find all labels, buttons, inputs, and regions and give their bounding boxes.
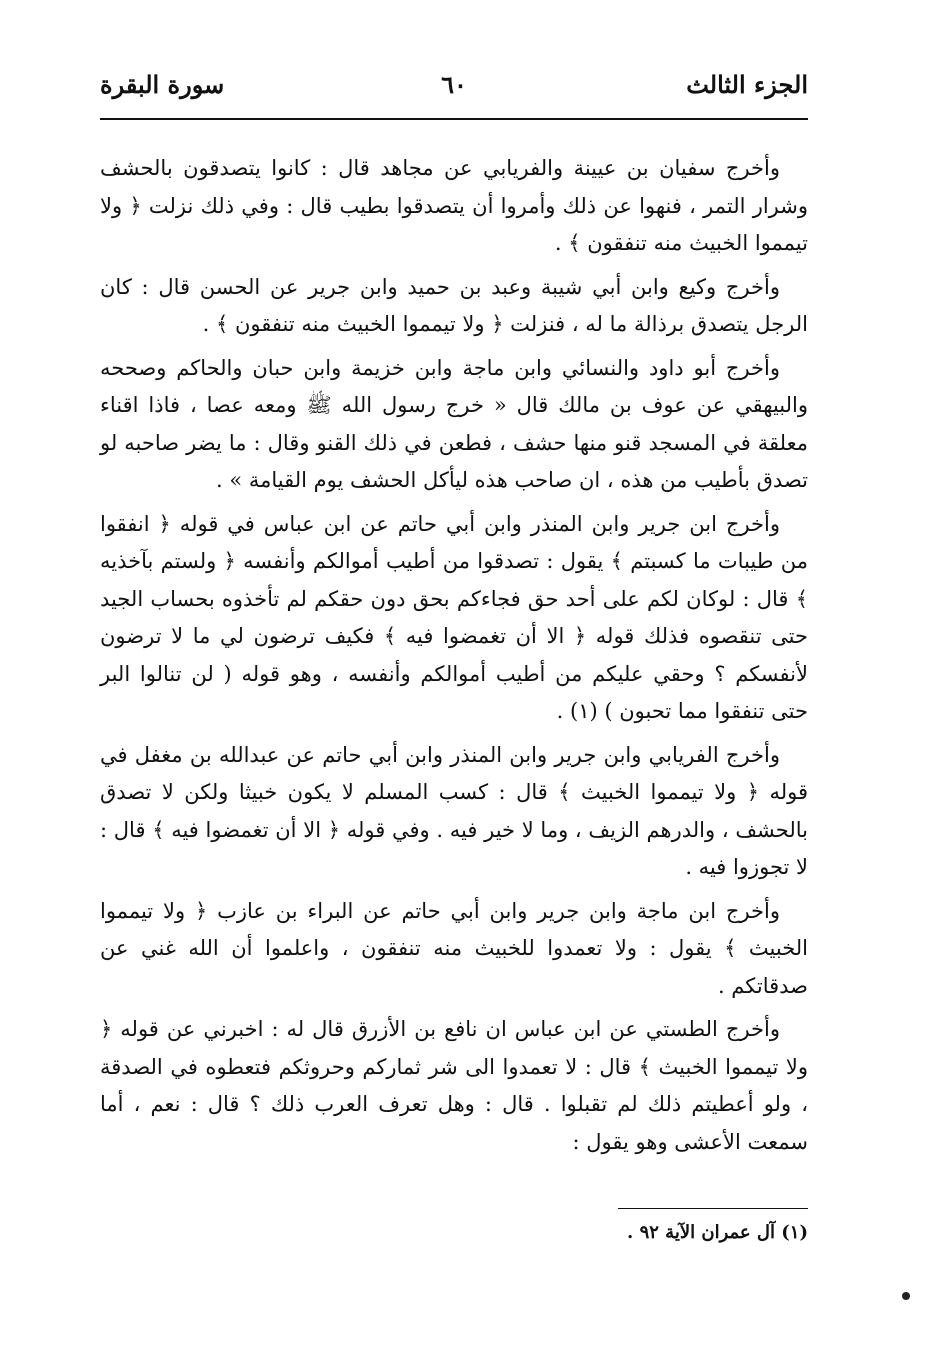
paragraph: وأخرج أبو داود والنسائي وابن ماجة وابن خزيمة وابن حبان والحاكم وصححه والبيهقي عن عوف بن مالك قال « خرج رسول الله ﷺ ومعه عصا ، فاذا اقناء معلقة في المسجد قنو منها حشف ، فطعن في ذلك القنو وقال : ما يضر صاحبه لو تصدق بأطيب من هذه ، ان صاحب هذه ليأكل الحشف يوم القيامة » .	[100, 355, 808, 492]
page-mark	[902, 1292, 910, 1300]
page-number: ٦٠	[441, 70, 467, 99]
document-page	[100, 60, 808, 1330]
paragraph: وأخرج ابن ماجة وابن جرير وابن أبي حاتم عن البراء بن عازب ﴿ ولا تيمموا الخبيث ﴾ يقول : ولا تعمدوا للخبيث منه تنفقون ، واعلموا أن الله غني عن صدقاتكم .	[100, 898, 808, 998]
footnote-rule	[618, 1208, 808, 1209]
paragraph: وأخرج الفريابي وابن جرير وابن المنذر وابن أبي حاتم عن عبدالله بن مغفل في قوله ﴿ ولا تيمموا الخبيث ﴾ قال : كسب المسلم لا يكون خبيثا ولكن لا تصدق بالحشف ، والدرهم الزيف ، وما لا خير فيه . وفي قوله ﴿ الا أن تغمضوا فيه ﴾ قال : لا تجوزوا فيه .	[100, 742, 808, 879]
footnote: (١) آل عمران الآية ٩٢ .	[627, 1222, 808, 1243]
running-header	[100, 70, 808, 110]
paragraph: وأخرج وكيع وابن أبي شيبة وعبد بن حميد وابن جرير عن الحسن قال : كان الرجل يتصدق برذالة ما له ، فنزلت ﴿ ولا تيمموا الخبيث منه تنفقون ﴾ .	[100, 274, 808, 336]
header-part: الجزء الثالث	[686, 70, 808, 99]
paragraph: وأخرج الطستي عن ابن عباس ان نافع بن الأزرق قال له : اخبرني عن قوله ﴿ ولا تيمموا الخبيث ﴾ قال : لا تعمدوا الى شر ثماركم وحروثكم فتعطوه في الصدقة ، ولو أعطيتم ذلك لم تقبلوا . قال : وهل تعرف العرب ذلك ؟ قال : نعم ، أما سمعت الأعشى وهو يقول :	[100, 1017, 808, 1154]
paragraph: وأخرج سفيان بن عيينة والفريابي عن مجاهد قال : كانوا يتصدقون بالحشف وشرار التمر ، فنهوا عن ذلك وأمروا أن يتصدقوا بطيب قال : وفي ذلك نزلت ﴿ ولا تيمموا الخبيث منه تنفقون ﴾ .	[100, 156, 808, 255]
paragraph: وأخرج ابن جرير وابن المنذر وابن أبي حاتم عن ابن عباس في قوله ﴿ انفقوا من طيبات ما كسبتم ﴾ يقول : تصدقوا من أطيب أموالكم وأنفسه ﴿ ولستم بآخذيه ﴾ قال : لوكان لكم على أحد حق فجاءكم بحق دون حقكم لم تأخذوه بحساب الجيد حتى تنقصوه فذلك قوله ﴿ الا أن تغمضوا فيه ﴾ فكيف ترضون لي ما لا ترضون لأنفسكم ؟ وحقي عليكم من أطيب أموالكم وأنفسه ، وهو قوله ( لن تنالوا البر حتى تنفقوا مما تحبون ) (١) .	[100, 511, 808, 723]
header-surah: سورة البقرة	[100, 70, 225, 99]
header-rule	[100, 118, 808, 120]
main-text	[100, 150, 808, 1167]
